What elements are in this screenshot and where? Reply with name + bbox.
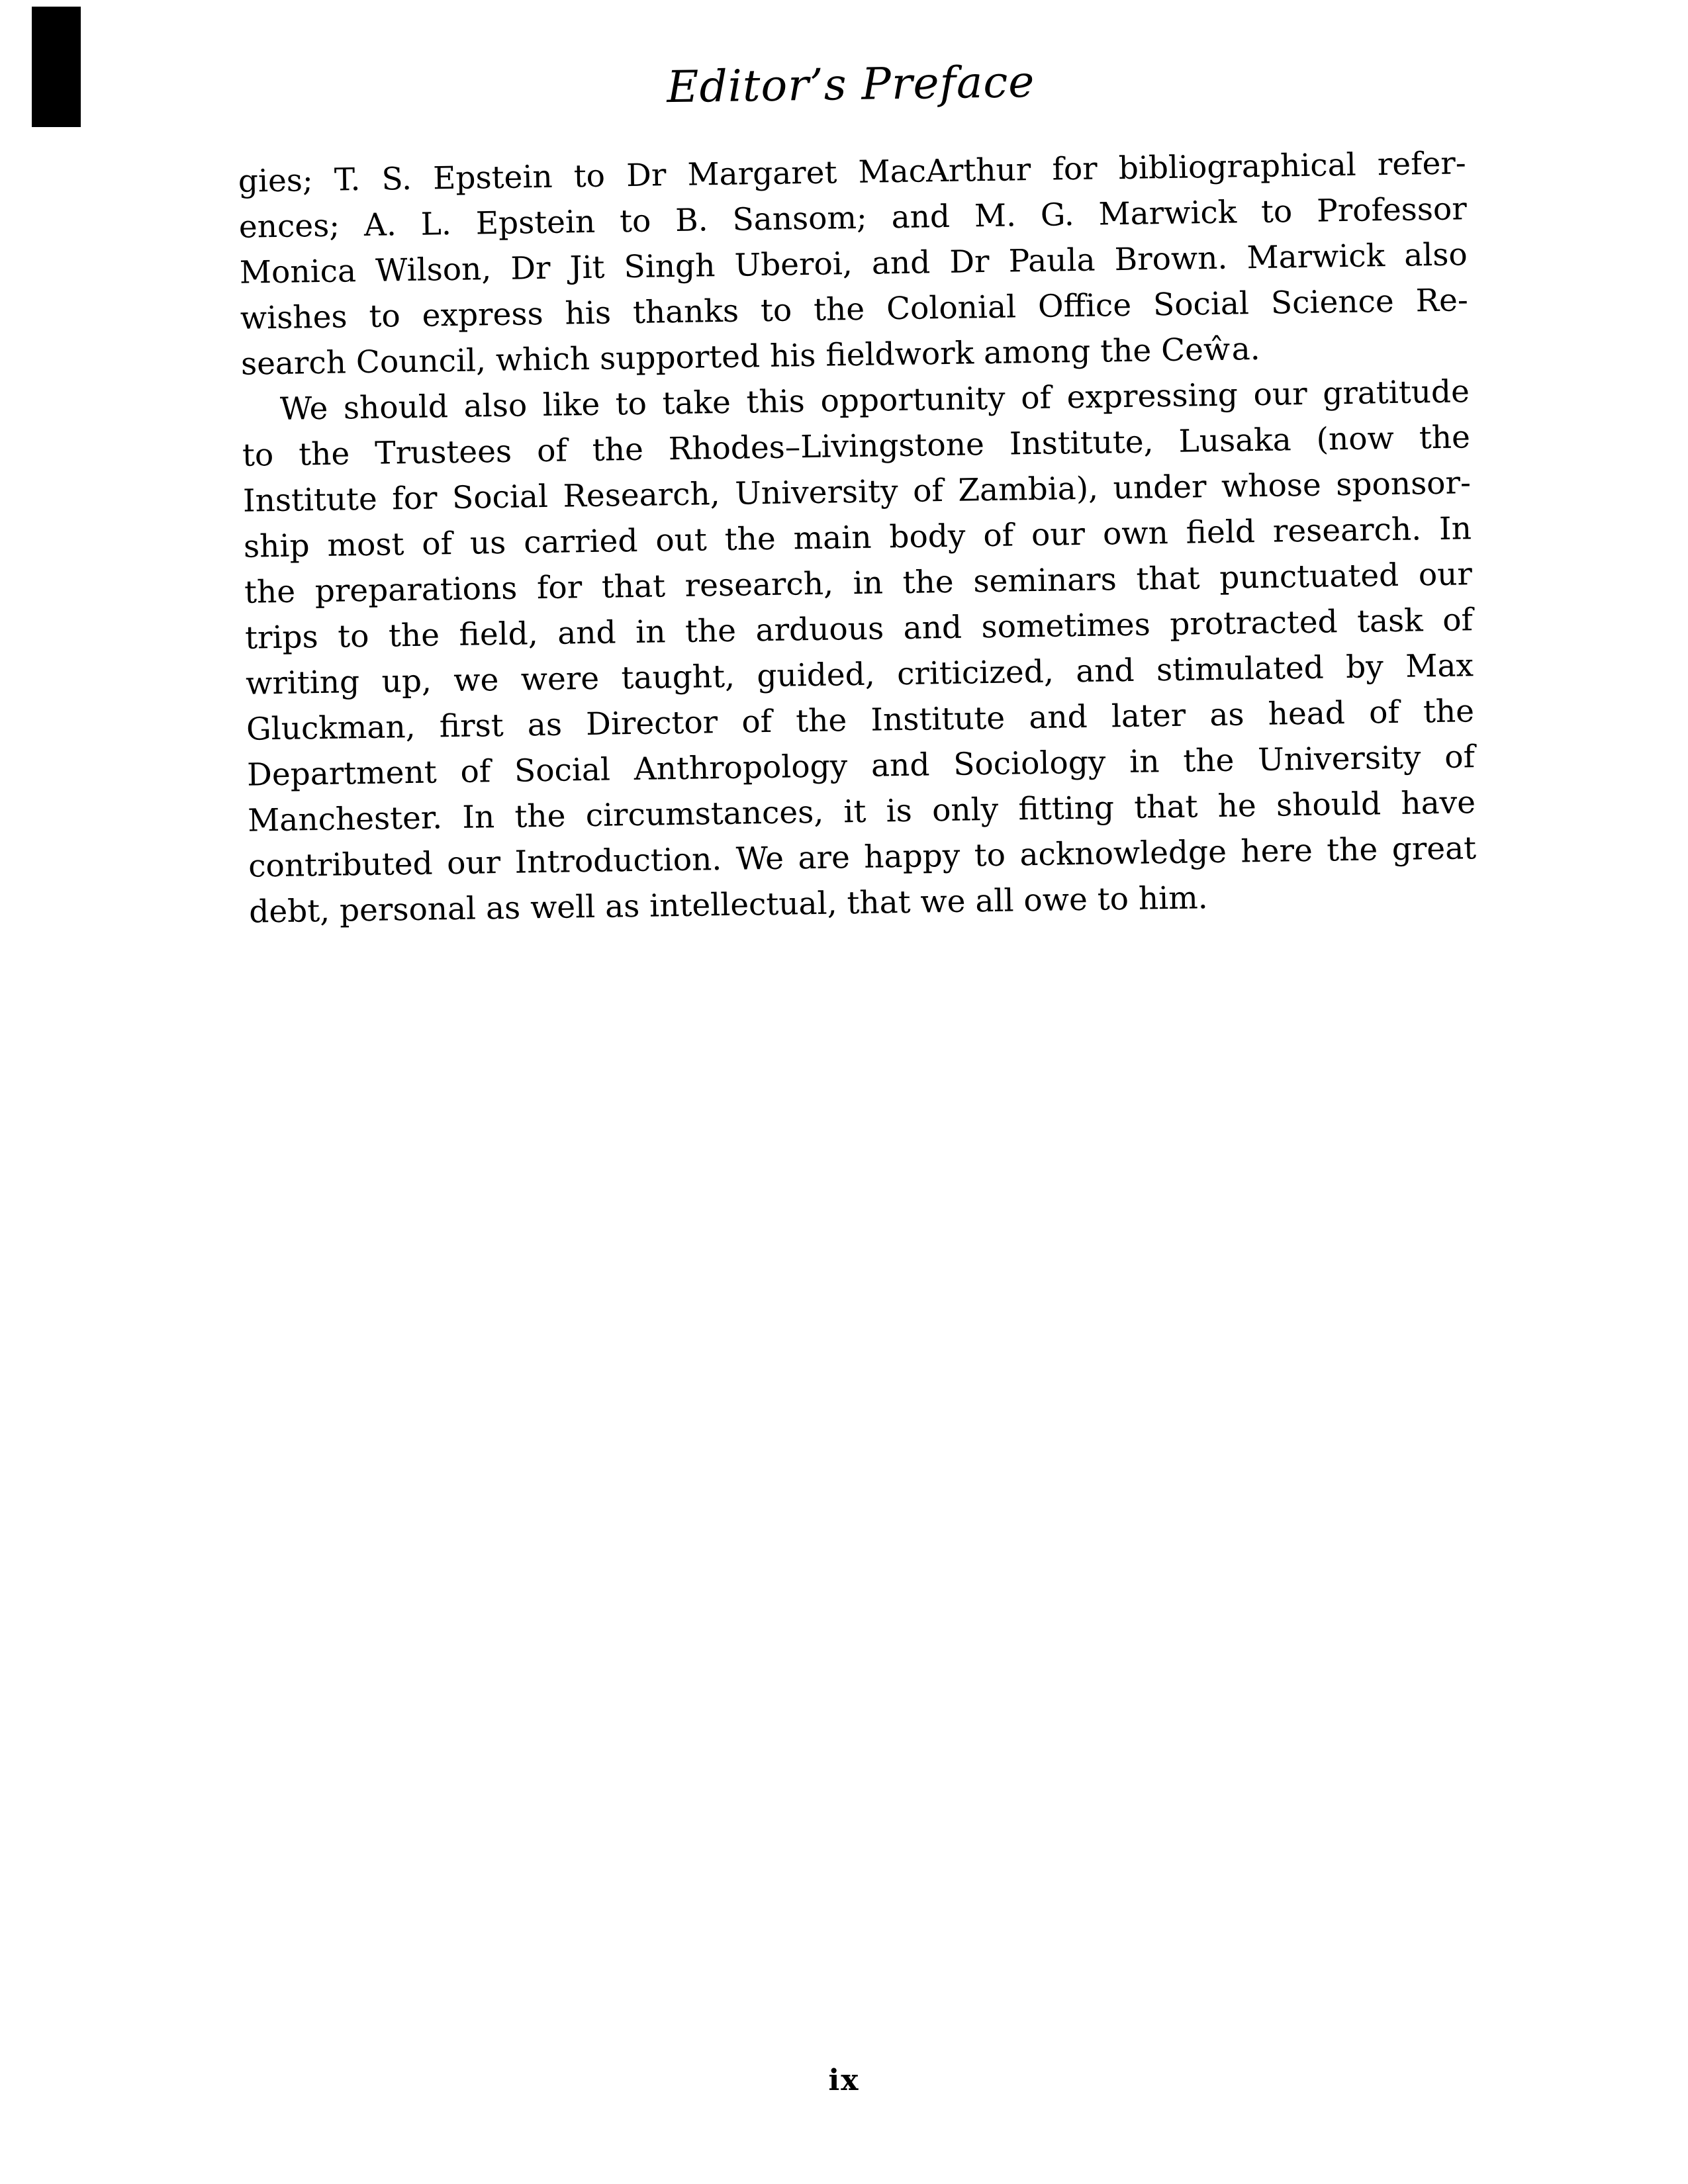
scan-artifact-bar xyxy=(32,7,81,127)
text-line: trips to the field, and in the arduous and sometimes protracted task of xyxy=(244,602,1474,657)
text-line: search Council, which supported his fieldwork among the Ceŵa. xyxy=(240,330,1260,383)
text-line: writing up, we were taught, guided, criticized, and stimulated by Max xyxy=(245,647,1474,702)
text-line: Institute for Social Research, University of Zambia), under whose sponsor- xyxy=(242,465,1472,520)
text-line: Gluckman, first as Director of the Institute and later as head of the xyxy=(246,693,1475,748)
page-number: ix xyxy=(828,2064,860,2097)
text-line: contributed our Introduction. We are happy to acknowledge here the great xyxy=(248,830,1477,885)
text-line: ship most of us carried out the main body of our own field research. In xyxy=(243,510,1472,565)
paragraph-gratitude xyxy=(241,369,1477,934)
text-line: wishes to express his thanks to the Colonial Office Social Science Re- xyxy=(240,282,1469,337)
text-line: Manchester. In the circumstances, it is only fitting that he should have xyxy=(247,784,1476,839)
text-line: the preparations for that research, in the seminars that punctuated our xyxy=(244,556,1473,611)
text-line: We should also like to take this opportunity of expressing our gratitude xyxy=(279,373,1470,428)
text-line: debt, personal as well as intellectual, that we all owe to him. xyxy=(248,880,1209,931)
paragraph-acknowledgements xyxy=(238,140,1469,387)
text-line: Department of Social Anthropology and Sociology in the University of xyxy=(246,739,1476,794)
text-line: Monica Wilson, Dr Jit Singh Uberoi, and Dr Paula Brown. Marwick also xyxy=(239,236,1468,291)
text-line: gies; T. S. Epstein to Dr Margaret MacArthur for bibliographical refer- xyxy=(238,145,1467,200)
page-title: Editor’s Preface xyxy=(666,56,1035,113)
text-line: to the Trustees of the Rhodes–Livingstone Institute, Lusaka (now the xyxy=(242,419,1471,474)
text-column xyxy=(236,49,1477,934)
text-line: ences; A. L. Epstein to B. Sansom; and M. G. Marwick to Professor xyxy=(238,191,1468,246)
